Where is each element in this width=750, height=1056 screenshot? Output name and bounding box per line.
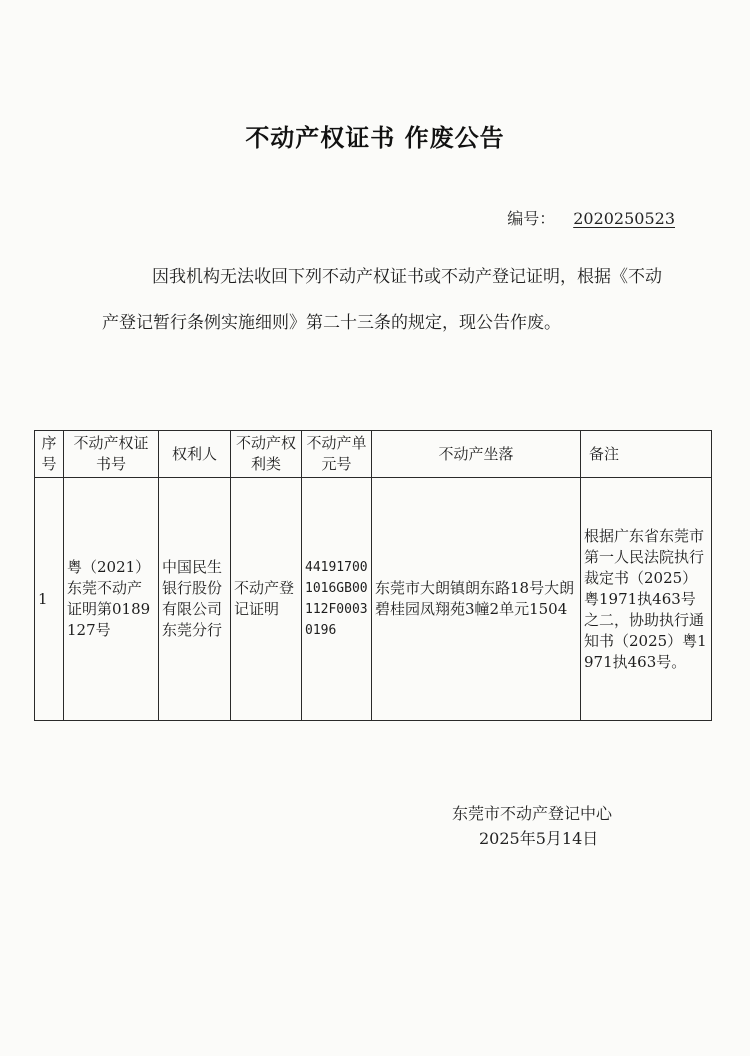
certificate-table — [34, 430, 712, 721]
page-title: 不动产权证书 作废公告 — [245, 124, 505, 152]
header-location: 不动产坐落 — [372, 431, 581, 478]
header-right-type: 不动产权利类 — [231, 431, 302, 478]
header-cert-no: 不动产权证书号 — [64, 431, 159, 478]
announcement-body: 因我机构无法收回下列不动产权证书或不动产登记证明，根据《不动产登记暂行条例实施细则》第二十三条的规定，现公告作废。 — [102, 267, 662, 333]
cell-unit-no: 441917001016GB00112F00030196 — [302, 478, 372, 721]
document-number — [507, 206, 675, 229]
cell-holder: 中国民生银行股份有限公司东莞分行 — [159, 478, 231, 721]
header-note: 备注 — [581, 431, 712, 478]
header-unit-no: 不动产单元号 — [302, 431, 372, 478]
issuer-name: 东莞市不动产登记中心 — [452, 804, 613, 823]
issue-date: 2025年5月14日 — [479, 829, 599, 848]
cell-right-type: 不动产登记证明 — [231, 478, 302, 721]
table-row — [35, 478, 712, 721]
cell-cert-no: 粤（2021）东莞不动产证明第0189127号 — [64, 478, 159, 721]
cell-location: 东莞市大朗镇朗东路18号大朗碧桂园凤翔苑3幢2单元1504 — [372, 478, 581, 721]
header-seq: 序号 — [35, 431, 64, 478]
document-number-value: 2020250523 — [573, 209, 675, 228]
header-holder: 权利人 — [159, 431, 231, 478]
table-header-row — [35, 431, 712, 478]
cell-note: 根据广东省东莞市第一人民法院执行裁定书（2025）粤1971执463号之二，协助执行通知书（2025）粤1971执463号。 — [581, 478, 712, 721]
document-number-label: 编号： — [507, 209, 556, 228]
cell-seq: 1 — [35, 478, 64, 721]
